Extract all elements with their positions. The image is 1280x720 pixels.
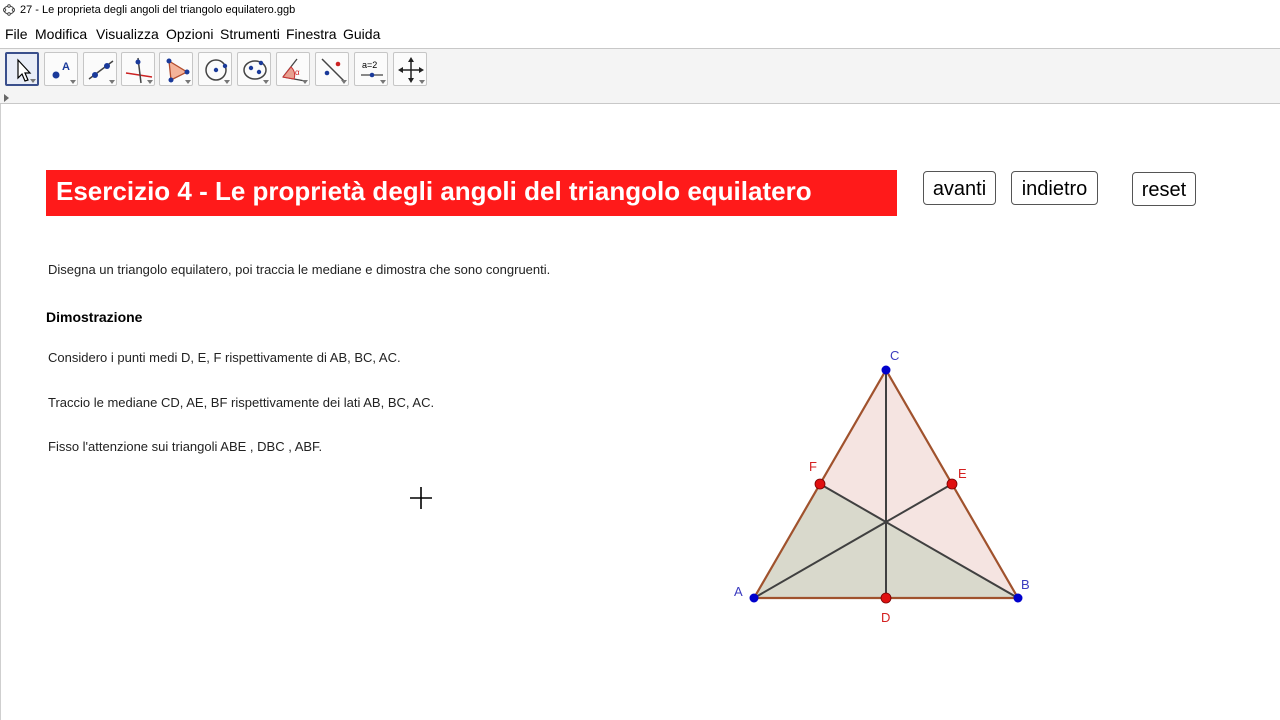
- menu-guida[interactable]: Guida: [343, 26, 381, 42]
- label-e: E: [958, 466, 967, 481]
- proof-step-2: Traccio le mediane CD, AE, BF rispettivamente dei lati AB, BC, AC.: [48, 395, 435, 410]
- proof-heading: Dimostrazione: [46, 309, 143, 325]
- next-button[interactable]: avanti: [923, 171, 996, 205]
- back-button[interactable]: indietro: [1011, 171, 1098, 205]
- point-a[interactable]: [750, 594, 759, 603]
- reset-button[interactable]: reset: [1132, 172, 1196, 206]
- menu-visualizza[interactable]: Visualizza: [96, 26, 159, 42]
- label-f: F: [809, 459, 817, 474]
- proof-step-3: Fisso l'attenzione sui triangoli ABE , DBC , ABF.: [48, 439, 323, 454]
- point-c[interactable]: [882, 366, 891, 375]
- menu-opzioni[interactable]: Opzioni: [166, 26, 214, 42]
- point-f[interactable]: [815, 479, 825, 489]
- point-e[interactable]: [947, 479, 957, 489]
- proof-step-1: Considero i punti medi D, E, F rispettivamente di AB, BC, AC.: [48, 350, 401, 365]
- label-c: C: [890, 348, 900, 363]
- svg-text:α: α: [295, 68, 300, 77]
- exercise-statement: Disegna un triangolo equilatero, poi traccia le mediane e dimostra che sono congruenti.: [48, 262, 551, 277]
- menu-strumenti[interactable]: Strumenti: [220, 26, 280, 42]
- slider-tool-label: a=2: [362, 60, 378, 70]
- menu-file[interactable]: File: [5, 26, 28, 42]
- svg-text:A: A: [62, 61, 70, 73]
- window-title: 27 - Le proprieta degli angoli del triangolo equilatero.ggb: [20, 4, 296, 16]
- point-b[interactable]: [1014, 594, 1023, 603]
- point-d[interactable]: [881, 593, 891, 603]
- label-d: D: [881, 610, 891, 625]
- label-a: A: [734, 584, 743, 599]
- label-b: B: [1021, 577, 1030, 592]
- menu-modifica[interactable]: Modifica: [35, 26, 88, 42]
- exercise-banner: Esercizio 4 - Le proprietà degli angoli del triangolo equilatero: [46, 170, 897, 216]
- menu-finestra[interactable]: Finestra: [286, 26, 337, 42]
